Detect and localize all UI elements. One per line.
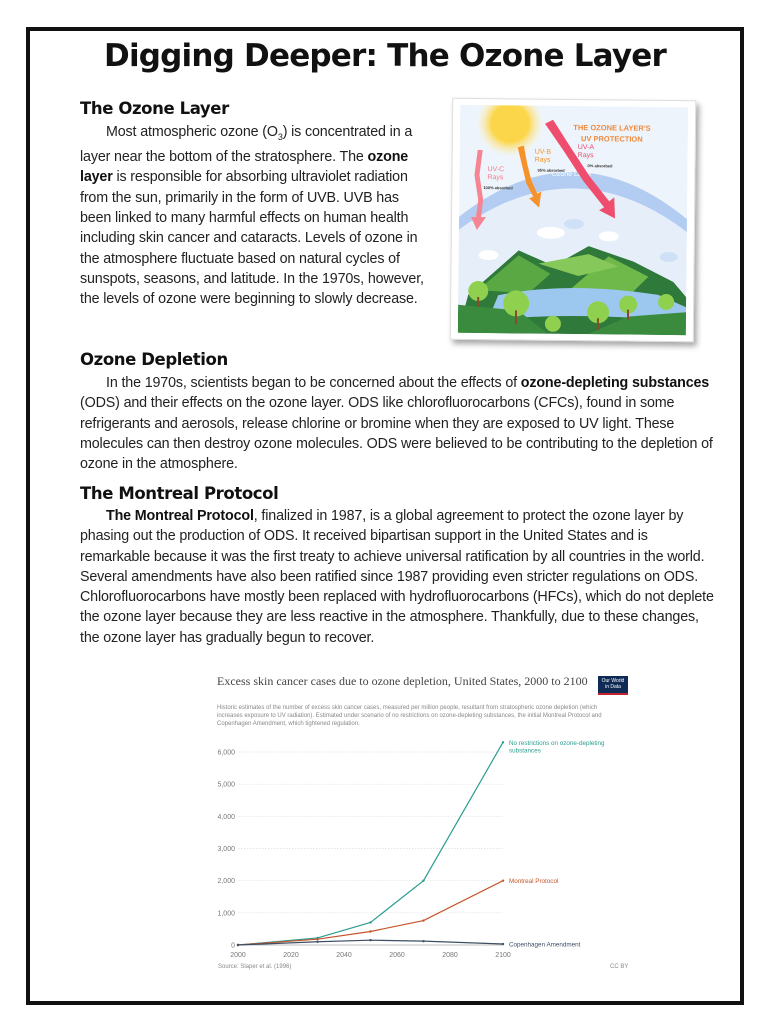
data-point	[422, 879, 424, 881]
svg-text:Rays: Rays	[534, 156, 551, 164]
y-tick-label: 4,000	[217, 813, 235, 821]
series-label: Montreal Protocol	[509, 878, 559, 886]
section-paragraph-ozone-layer: Most atmospheric ozone $(O_3)$ is concentrated in a layer near the bottom of the stratosphere. The ozone layer is responsible for absorbing ultraviolet radiation from the sun, primarily in the form of UVB. UVB has been linked to many harmful effects on human health including skin cancer and cataracts. Levels of ozone in the atmosphere fluctuate based on natural cycles of sunspots, seasons, and latitude. In the 1970s, however, the levels of ozone were beginning to slowly decrease.	[80, 124, 424, 308]
chart-license[interactable]: CC BY	[610, 964, 629, 970]
data-point	[369, 939, 371, 941]
x-tick-label: 2020	[283, 952, 299, 959]
series-line	[238, 742, 503, 945]
ozone-illustration-graphic	[458, 105, 688, 335]
x-tick-label: 2080	[442, 952, 458, 959]
section-paragraph-montreal-protocol: The Montreal Protocol, finalized in 1987, is a global agreement to protect the ozone layer by phasing out the production of ODS. It received bipartisan support in the United States and is remarkable because it was the first treaty to achieve universal ratification by all countries in the world. Several amendments have also been ratified since 1987 providing even stricter regulations on ODS. Chlorofluorocarbons have mostly been replaced with hydrofluorocarbons (HFCs), which do not deplete the ozone layer because they are less reactive in the atmosphere. Thankfully, due to these changes, the ozone layer has gradually begun to recover.	[80, 508, 714, 646]
svg-text:UV-C: UV-C	[487, 166, 505, 174]
x-tick-label: 2100	[495, 952, 511, 959]
y-tick-label: 1,000	[217, 910, 235, 918]
section-heading-montreal-protocol: The Montreal Protocol	[80, 484, 279, 503]
skin-cancer-chart	[216, 675, 636, 975]
svg-text:THE OZONE LAYER'S: THE OZONE LAYER'S	[573, 122, 651, 133]
svg-text:Rays: Rays	[487, 174, 504, 182]
svg-text:95% absorbed: 95% absorbed	[537, 167, 565, 173]
chart-plot-area	[216, 675, 636, 975]
data-point	[422, 919, 424, 921]
x-tick-label: 2040	[336, 952, 352, 959]
y-tick-label: 5,000	[217, 781, 235, 789]
y-tick-label: 3,000	[217, 846, 235, 853]
svg-text:UV-A: UV-A	[577, 144, 595, 152]
svg-text:0% absorbed: 0% absorbed	[587, 163, 613, 169]
chart-subtitle: Historic estimates of the number of excess skin cancer cases, measured per million people, resultant from stratospheric ozone depletion (which increases exposure to UV radiation). Estimated under scenario of no restrictions on ozone-depleting substances, the initial Montreal Protocol and Copenhagen Amendment, which tightened regulation.	[217, 705, 602, 727]
data-point	[237, 944, 239, 946]
data-point	[502, 741, 504, 743]
x-tick-label: 2060	[389, 952, 405, 959]
svg-text:Rays: Rays	[577, 152, 594, 160]
data-point	[502, 879, 504, 881]
our-world-in-data-logo[interactable]: Our World in Data	[598, 676, 628, 695]
data-point	[316, 938, 318, 940]
ozone-uv-illustration	[450, 98, 697, 343]
data-point	[369, 930, 371, 932]
chart-title: Excess skin cancer cases due to ozone depletion, United States, 2000 to 2100	[217, 674, 588, 688]
y-tick-label: 2,000	[217, 878, 235, 886]
data-point	[369, 921, 371, 923]
section-heading-ozone-depletion: Ozone Depletion	[80, 350, 228, 369]
series-label: Copenhagen Amendment	[509, 941, 581, 949]
svg-text:100% absorbed: 100% absorbed	[483, 185, 513, 191]
series-label: No restrictions on ozone-depleting	[509, 739, 605, 747]
svg-text:UV PROTECTION: UV PROTECTION	[580, 134, 643, 144]
x-tick-label: 2000	[230, 952, 246, 959]
y-tick-label: 6,000	[217, 749, 235, 757]
section-heading-ozone-layer: The Ozone Layer	[80, 99, 229, 118]
section-paragraph-ozone-depletion: In the 1970s, scientists began to be concerned about the effects of ozone-depleting substances (ODS) and their effects on the ozone layer. ODS like chlorofluorocarbons (CFCs), found in some refrigerants and aerosols, release chlorine or bromine when they are exposed to UV light. These molecules can then destroy ozone molecules. ODS were believed to be contributing to the depletion of ozone in the atmosphere.	[80, 375, 713, 473]
page-title: Digging Deeper: The Ozone Layer	[104, 38, 666, 74]
data-point	[502, 943, 504, 945]
data-point	[316, 941, 318, 943]
chart-source: Source: Slaper et al. (1996)	[218, 964, 292, 970]
series-label: substances	[509, 747, 541, 755]
svg-text:Ozone Layer: Ozone Layer	[551, 170, 592, 179]
data-point	[422, 940, 424, 942]
svg-text:UV-B: UV-B	[534, 148, 552, 156]
y-tick-label: 0	[231, 942, 235, 950]
